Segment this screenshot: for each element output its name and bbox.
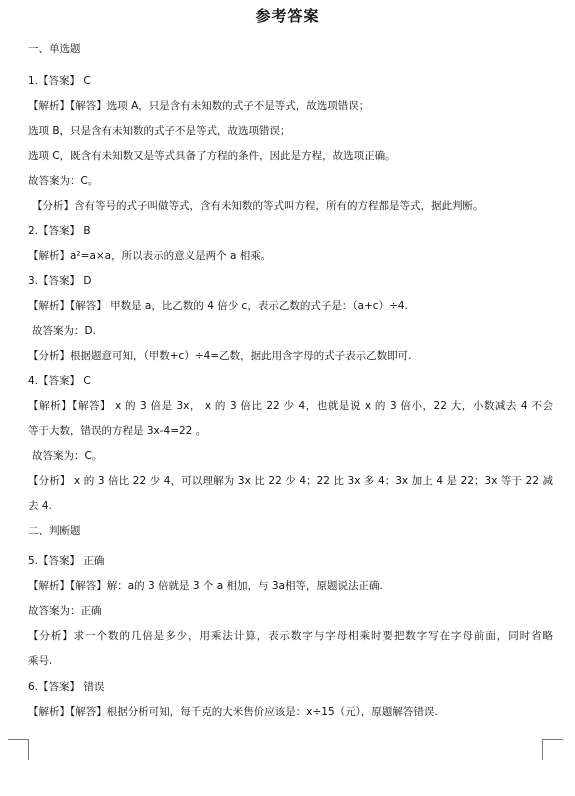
q4-note-line1: 【分析】 x 的 3 倍比 22 少 4，可以理解为 3x 比 22 少 4；22 比 3x 多 4；3x 加上 4 是 22；3x 等于 22 减: [28, 475, 553, 487]
q3-conclusion: 故答案为：D.: [32, 325, 96, 337]
q5-note-line2: 乘号.: [28, 655, 53, 667]
q5-answer: 5.【答案】 正确: [28, 555, 105, 567]
section-heading-single-choice: 一、单选题: [28, 43, 81, 55]
q1-answer: 1.【答案】 C: [28, 75, 91, 87]
crop-mark-right: [542, 739, 563, 760]
q4-answer: 4.【答案】 C: [28, 375, 91, 387]
q4-conclusion: 故答案为：C。: [32, 450, 103, 462]
crop-mark-left: [8, 739, 29, 760]
q6-answer: 6.【答案】 错误: [28, 681, 105, 693]
q6-analysis: 【解析】【解答】根据分析可知，每千克的大米售价应该是：x÷15（元），原题解答错误.: [28, 706, 438, 718]
q1-note: 【分析】含有等号的式子叫做等式，含有未知数的等式叫方程，所有的方程都是等式，据此判断。: [32, 200, 484, 212]
q1-analysis-a: 【解析】【解答】选项 A，只是含有未知数的式子不是等式，故选项错误；: [28, 100, 370, 112]
q2-answer: 2.【答案】 B: [28, 225, 91, 237]
section-heading-true-false: 二、判断题: [28, 525, 81, 537]
q4-analysis-line1: 【解析】【解答】 x 的 3 倍是 3x， x 的 3 倍比 22 少 4，也就是说 x 的 3 倍小，22 大，小数减去 4 不会: [28, 400, 553, 412]
q3-answer: 3.【答案】 D: [28, 275, 92, 287]
page-title: 参考答案: [255, 7, 320, 25]
q2-analysis: 【解析】a²=a×a，所以表示的意义是两个 a 相乘。: [28, 250, 272, 262]
q3-analysis: 【解析】【解答】 甲数是 a，比乙数的 4 倍少 c，表示乙数的式子是：（a+c）÷4.: [28, 300, 408, 312]
q1-analysis-b: 选项 B，只是含有未知数的式子不是等式，故选项错误；: [28, 125, 291, 137]
q1-conclusion: 故答案为：C。: [28, 175, 99, 187]
q4-analysis-line2: 等于大数，错误的方程是 3x-4=22 。: [28, 425, 207, 437]
q5-conclusion: 故答案为：正确: [28, 605, 102, 617]
q5-analysis: 【解析】【解答】解：a的 3 倍就是 3 个 a 相加，与 3a相等，原题说法正确.: [28, 580, 383, 592]
q3-note: 【分析】根据题意可知，（甲数+c）÷4=乙数，据此用含字母的式子表示乙数即可.: [28, 350, 412, 362]
q1-analysis-c: 选项 C，既含有未知数又是等式具备了方程的条件，因此是方程，故选项正确。: [28, 150, 396, 162]
q4-note-line2: 去 4.: [28, 500, 52, 512]
q5-note-line1: 【分析】求一个数的几倍是多少，用乘法计算，表示数字与字母相乘时要把数字写在字母前面，同时省略: [28, 630, 553, 642]
